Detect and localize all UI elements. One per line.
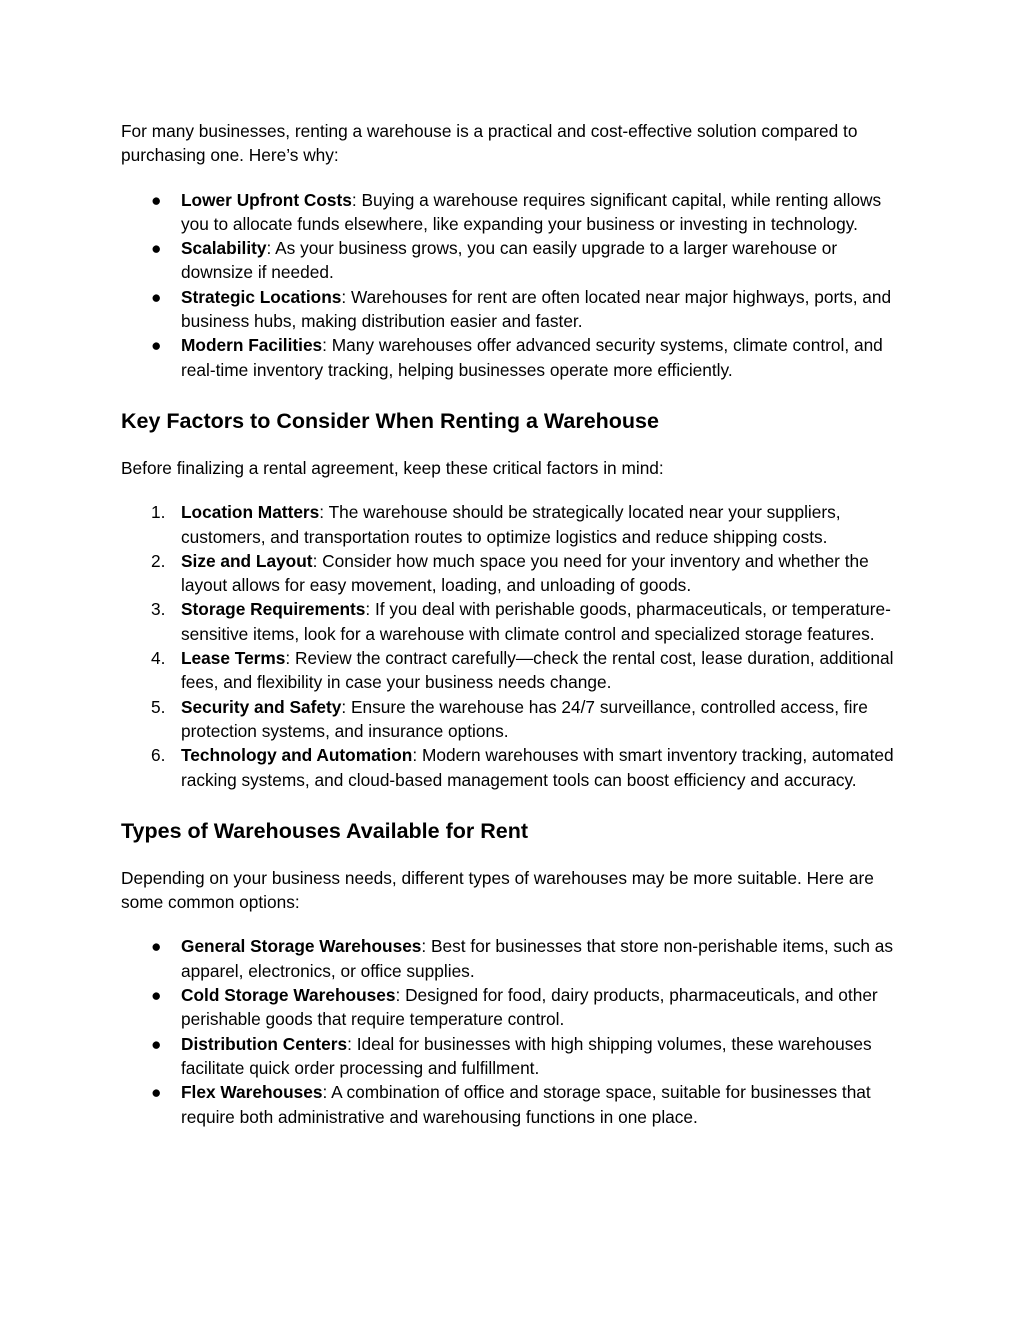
item-text: : Modern warehouses with smart inventory tracking, automated racking systems, and cloud-based management tools can boost efficiency and accuracy. xyxy=(181,745,894,790)
number-marker: 4. xyxy=(151,648,166,669)
document-page xyxy=(121,119,906,1129)
list-item xyxy=(121,983,906,1032)
number-marker: 3. xyxy=(151,599,166,620)
item-text: : Consider how much space you need for your inventory and whether the layout allows for easy movement, loading, and unloading of goods. xyxy=(181,550,869,596)
item-term: Strategic Locations xyxy=(181,286,342,307)
item-text: : The warehouse should be strategically located near your suppliers, customers, and transportation routes to optimize logistics and reduce shipping costs. xyxy=(181,502,841,547)
item-term: Lower Upfront Costs xyxy=(181,189,352,210)
bullet-marker: ● xyxy=(151,286,162,307)
item-text: : Review the contract carefully—check the rental cost, lease duration, additional fees, and flexibility in case your business needs change. xyxy=(181,648,894,693)
item-term: General Storage Warehouses xyxy=(181,936,422,957)
item-text: : Buying a warehouse requires significant capital, while renting allows you to allocate funds elsewhere, like expanding your business or investing in technology. xyxy=(181,189,882,234)
list-item xyxy=(121,695,906,744)
number-marker: 1. xyxy=(151,502,166,523)
item-text: : As your business grows, you can easily upgrade to a larger warehouse or downsize if needed. xyxy=(181,238,838,283)
item-term: Lease Terms xyxy=(181,648,286,669)
item-text: : A combination of office and storage space, suitable for businesses that require both administrative and warehousing functions in one place. xyxy=(181,1082,871,1127)
bullet-marker: ● xyxy=(151,936,162,957)
list-item xyxy=(121,500,906,549)
bullet-marker: ● xyxy=(151,238,162,259)
list-item xyxy=(121,285,906,334)
types-heading: Types of Warehouses Available for Rent xyxy=(121,818,528,843)
types-intro: Depending on your business needs, different types of warehouses may be more suitable. Here are some common options: xyxy=(121,867,874,913)
item-text: : Best for businesses that store non-perishable items, such as apparel, electronics, or office supplies. xyxy=(181,936,894,981)
key-factors-heading: Key Factors to Consider When Renting a Warehouse xyxy=(121,408,659,433)
item-term: Storage Requirements xyxy=(181,599,366,620)
item-text: : Many warehouses offer advanced security systems, climate control, and real-time inventory tracking, helping businesses operate more efficiently. xyxy=(181,335,883,380)
item-text: : Ideal for businesses with high shipping volumes, these warehouses facilitate quick order processing and fulfillment. xyxy=(181,1033,872,1078)
types-list xyxy=(121,934,906,1128)
number-marker: 2. xyxy=(151,550,166,571)
item-term: Scalability xyxy=(181,238,267,259)
bullet-marker: ● xyxy=(151,1033,162,1054)
intro-paragraph: For many businesses, renting a warehouse is a practical and cost-effective solution compared to purchasing one. Here’s why: xyxy=(121,121,858,166)
benefits-list xyxy=(121,188,906,382)
item-text: : Designed for food, dairy products, pharmaceuticals, and other perishable goods that require temperature control. xyxy=(181,985,878,1030)
item-term: Cold Storage Warehouses xyxy=(181,985,396,1006)
number-marker: 5. xyxy=(151,696,166,717)
list-item xyxy=(121,646,906,695)
key-factors-intro: Before finalizing a rental agreement, keep these critical factors in mind: xyxy=(121,457,664,478)
bullet-marker: ● xyxy=(151,1082,162,1103)
item-term: Location Matters xyxy=(181,502,320,523)
item-text: : Warehouses for rent are often located near major highways, ports, and business hubs, making distribution easier and faster. xyxy=(181,286,892,332)
item-term: Technology and Automation xyxy=(181,745,413,766)
list-item xyxy=(121,597,906,646)
list-item xyxy=(121,1032,906,1081)
list-item xyxy=(121,333,906,382)
bullet-marker: ● xyxy=(151,189,162,210)
item-term: Flex Warehouses xyxy=(181,1082,323,1103)
list-item xyxy=(121,743,906,792)
list-item xyxy=(121,236,906,285)
number-marker: 6. xyxy=(151,745,166,766)
list-item xyxy=(121,549,906,598)
item-term: Size and Layout xyxy=(181,550,313,571)
key-factors-list xyxy=(121,500,906,792)
item-text: : Ensure the warehouse has 24/7 surveillance, controlled access, fire protection systems, and insurance options. xyxy=(181,696,868,741)
list-item xyxy=(121,934,906,983)
item-term: Security and Safety xyxy=(181,696,342,717)
bullet-marker: ● xyxy=(151,985,162,1006)
item-text: : If you deal with perishable goods, pharmaceuticals, or temperature-sensitive items, look for a warehouse with climate control and specialized storage features. xyxy=(181,599,891,644)
item-term: Distribution Centers xyxy=(181,1033,348,1054)
list-item xyxy=(121,188,906,237)
item-term: Modern Facilities xyxy=(181,335,323,356)
list-item xyxy=(121,1080,906,1129)
bullet-marker: ● xyxy=(151,335,162,356)
